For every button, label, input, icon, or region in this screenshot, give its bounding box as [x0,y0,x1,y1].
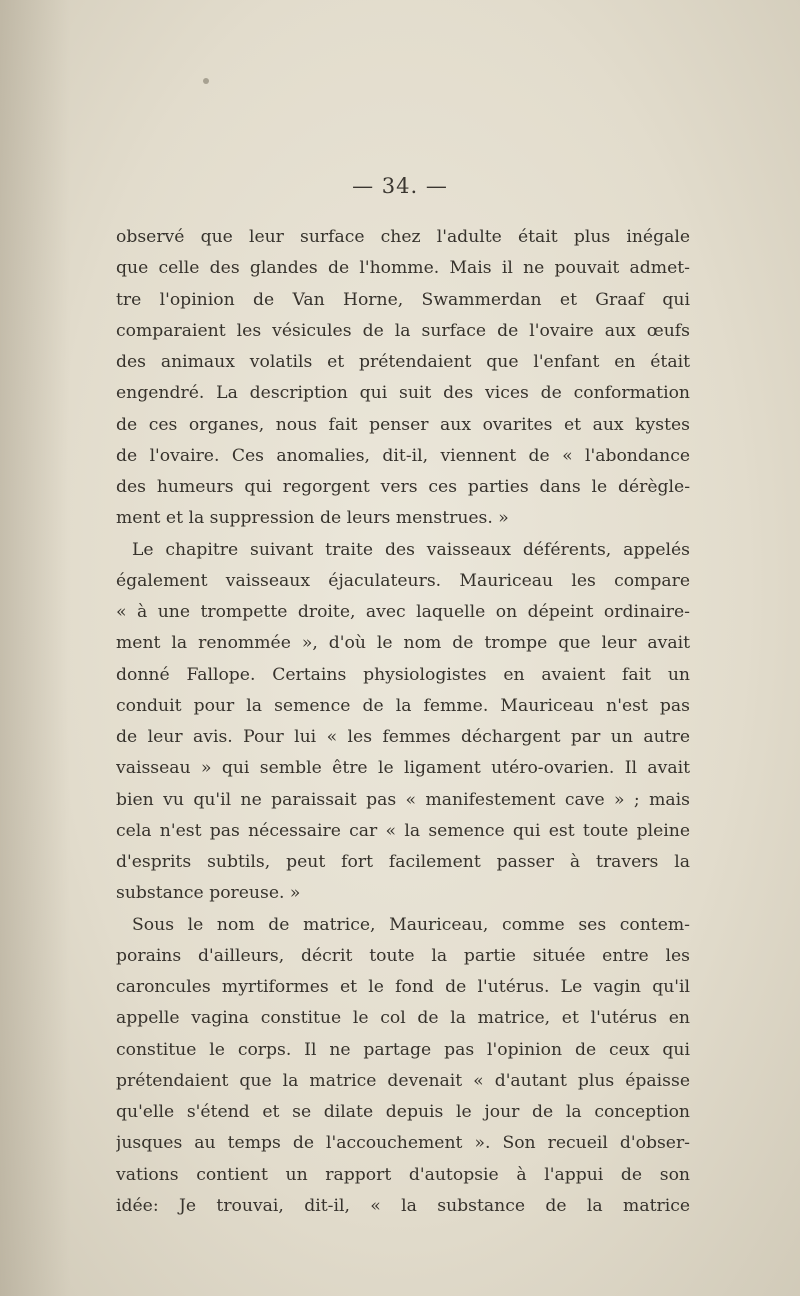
paper-spot [203,78,209,84]
text-line: donné Fallope. Certains physiologistes en avaient fait un [116,664,690,685]
text-line: comparaient les vésicules de la surface de l'ovaire aux œufs [116,320,690,341]
text-line: vations contient un rapport d'autopsie à l'appui de son [116,1164,690,1185]
text-line: de l'ovaire. Ces anomalies, dit-il, viennent de « l'abondance [116,445,690,466]
body-text [116,222,690,1222]
text-line: des humeurs qui regorgent vers ces parties dans le dérègle- [116,477,690,497]
text-line: qu'elle s'étend et se dilate depuis le jour de la conception [116,1102,690,1122]
text-line: également vaisseaux éjaculateurs. Mauriceau les compare [116,570,690,591]
text-line: de ces organes, nous fait penser aux ovarites et aux kystes [116,414,690,435]
text-line: prétendaient que la matrice devenait « d'autant plus épaisse [116,1070,690,1091]
text-line: des animaux volatils et prétendaient que l'enfant en était [116,352,690,372]
text-line: idée: Je trouvai, dit-il, « la substance de la matrice [116,1195,690,1216]
text-line: d'esprits subtils, peut fort facilement passer à travers la [116,852,690,872]
paragraph-last-line: ment et la suppression de leurs menstrues. » [116,508,509,529]
text-line: caroncules myrtiformes et le fond de l'utérus. Le vagin qu'il [116,977,690,997]
paragraph-first-line: Sous le nom de matrice, Mauriceau, comme ses contem- [132,914,690,935]
text-line: constitue le corps. Il ne partage pas l'opinion de ceux qui [116,1039,690,1060]
text-line: porains d'ailleurs, décrit toute la partie située entre les [116,945,690,966]
text-line: ment la renommée », d'où le nom de trompe que leur avait [116,633,690,654]
text-line: vaisseau » qui semble être le ligament utéro-ovarien. Il avait [116,758,690,779]
text-line: tre l'opinion de Van Horne, Swammerdan et Graaf qui [116,289,690,310]
text-line: bien vu qu'il ne paraissait pas « manifestement cave » ; mais [116,789,690,810]
text-line: appelle vagina constitue le col de la matrice, et l'utérus en [116,1008,690,1029]
text-line: conduit pour la semence de la femme. Mauriceau n'est pas [116,695,690,716]
paragraph-first-line: Le chapitre suivant traite des vaisseaux déférents, appelés [132,539,690,560]
paragraph-last-line: substance poreuse. » [116,883,301,904]
page-number: — 34. — [352,174,448,198]
text-line: cela n'est pas nécessaire car « la semence qui est toute pleine [116,820,690,841]
text-line: de leur avis. Pour lui « les femmes déchargent par un autre [116,727,690,747]
text-line: observé que leur surface chez l'adulte était plus inégale [116,227,690,247]
text-line: « à une trompette droite, avec laquelle on dépeint ordinaire- [116,602,690,622]
text-line: jusques au temps de l'accouchement ». Son recueil d'obser- [116,1133,690,1154]
text-line: que celle des glandes de l'homme. Mais il ne pouvait admet- [116,258,690,279]
text-line: engendré. La description qui suit des vices de conformation [116,383,690,404]
